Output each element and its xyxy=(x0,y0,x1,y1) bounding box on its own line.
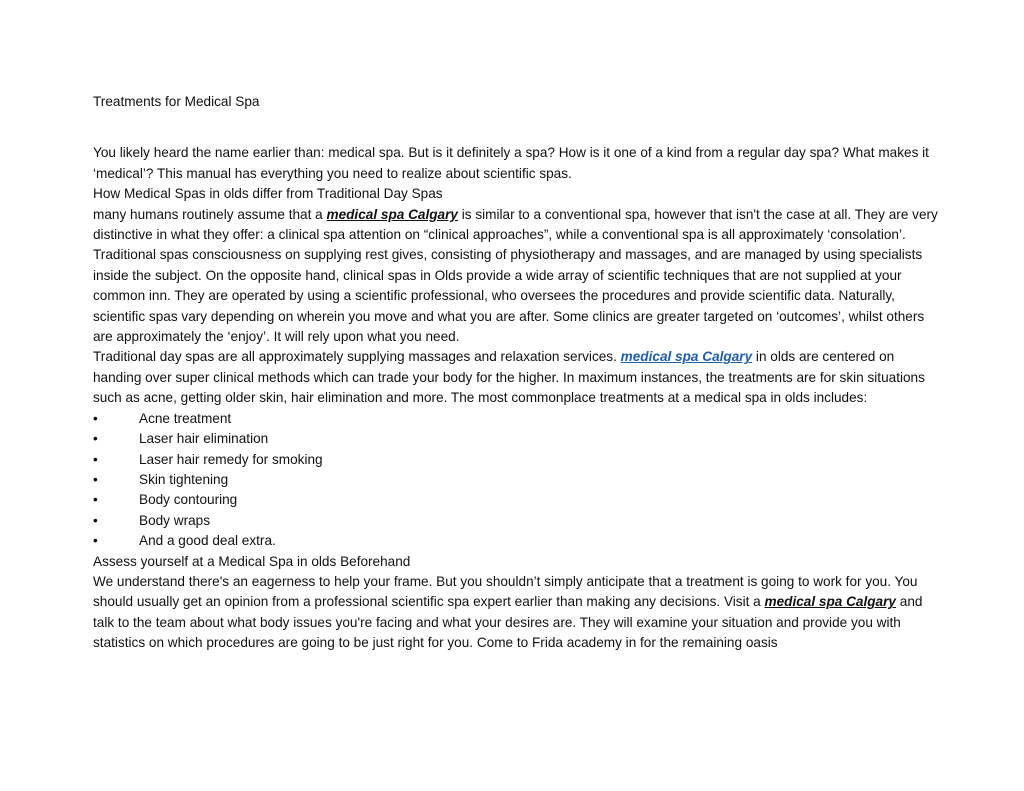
list-item-text: And a good deal extra. xyxy=(139,533,276,549)
bullet-icon: • xyxy=(93,451,98,467)
bullet-icon: • xyxy=(93,512,98,528)
paragraph-assess xyxy=(93,572,938,654)
intro-paragraph: You likely heard the name earlier than: medical spa. But is it definitely a spa? How is it one of a kind from a regular day spa? What makes it ‘medical’? This manual has everything you need to realize about scientific spas. xyxy=(93,145,929,181)
document-page xyxy=(93,92,938,654)
paragraph-text: We understand there's an eagerness to help your frame. But you shouldn’t simply anticipate that a treatment is going to work for you. You should usually get an opinion from a professional scientific spa expert earlier than making any decisions. Visit a xyxy=(93,573,918,610)
paragraph-text: is similar to a conventional spa, however that isn't the case at all. They are very distinctive in what they offer: a clinical spa attention on “clinical approaches”, while a conventional spa is all approximately ‘consolation’. Traditional spas consciousness on supplying rest gives, consisting of physiotherapy and massages, and are managed by using specialists inside the subject. On the opposite hand, clinical spas in Olds provide a wide array of scientific techniques that are not supplied at your common inn. They are operated by using a scientific professional, who oversees the procedures and provide scientific data. Naturally, scientific spas vary depending on wherein you move and what you are after. Some clinics are greater targeted on ‘outcomes’, whilst others are approximately the ‘enjoy’. It will rely upon what you need. xyxy=(93,206,938,345)
list-item xyxy=(93,511,938,531)
list-item-text: Body wraps xyxy=(139,512,211,528)
bullet-icon: • xyxy=(93,431,98,447)
paragraph-comparison xyxy=(93,205,938,348)
list-item-text: Acne treatment xyxy=(139,410,232,426)
medical-spa-calgary-link[interactable]: medical spa Calgary xyxy=(620,349,753,365)
list-item xyxy=(93,470,938,490)
section-heading-assess: Assess yourself at a Medical Spa in olds Beforehand xyxy=(93,553,411,569)
list-item-text: Body contouring xyxy=(139,492,238,508)
list-item xyxy=(93,490,938,510)
document-title: Treatments for Medical Spa xyxy=(93,94,260,109)
list-item-text: Laser hair elimination xyxy=(139,431,269,447)
list-item-text: Laser hair remedy for smoking xyxy=(139,451,323,467)
paragraph-text: and talk to the team about what body issues you're facing and what your desires are. They will examine your situation and provide you with statistics on which procedures are going to be just right for you. Come to Frida academy in for the remaining oasis xyxy=(93,594,923,651)
list-item xyxy=(93,429,938,449)
medical-spa-calgary-link[interactable]: medical spa Calgary xyxy=(326,206,458,222)
bullet-icon: • xyxy=(93,492,98,508)
paragraph-text: many humans routinely assume that a xyxy=(93,206,327,222)
treatment-list xyxy=(93,409,938,552)
bullet-icon: • xyxy=(93,410,98,426)
paragraph-treatments xyxy=(93,347,938,408)
bullet-icon: • xyxy=(93,533,98,549)
list-item-text: Skin tightening xyxy=(139,471,229,487)
bullet-icon: • xyxy=(93,471,98,487)
paragraph-text: Traditional day spas are all approximately supplying massages and relaxation services. xyxy=(93,349,621,365)
list-item xyxy=(93,450,938,470)
medical-spa-calgary-link[interactable]: medical spa Calgary xyxy=(764,594,896,610)
section-heading-differences: How Medical Spas in olds differ from Traditional Day Spas xyxy=(93,186,443,202)
list-item xyxy=(93,409,938,429)
list-item xyxy=(93,531,938,551)
paragraph-text: in olds are centered on handing over super clinical methods which can trade your body for the higher. In maximum instances, the treatments are for skin situations such as acne, getting older skin, hair elimination and more. The most commonplace treatments at a medical spa in olds includes: xyxy=(93,349,925,406)
